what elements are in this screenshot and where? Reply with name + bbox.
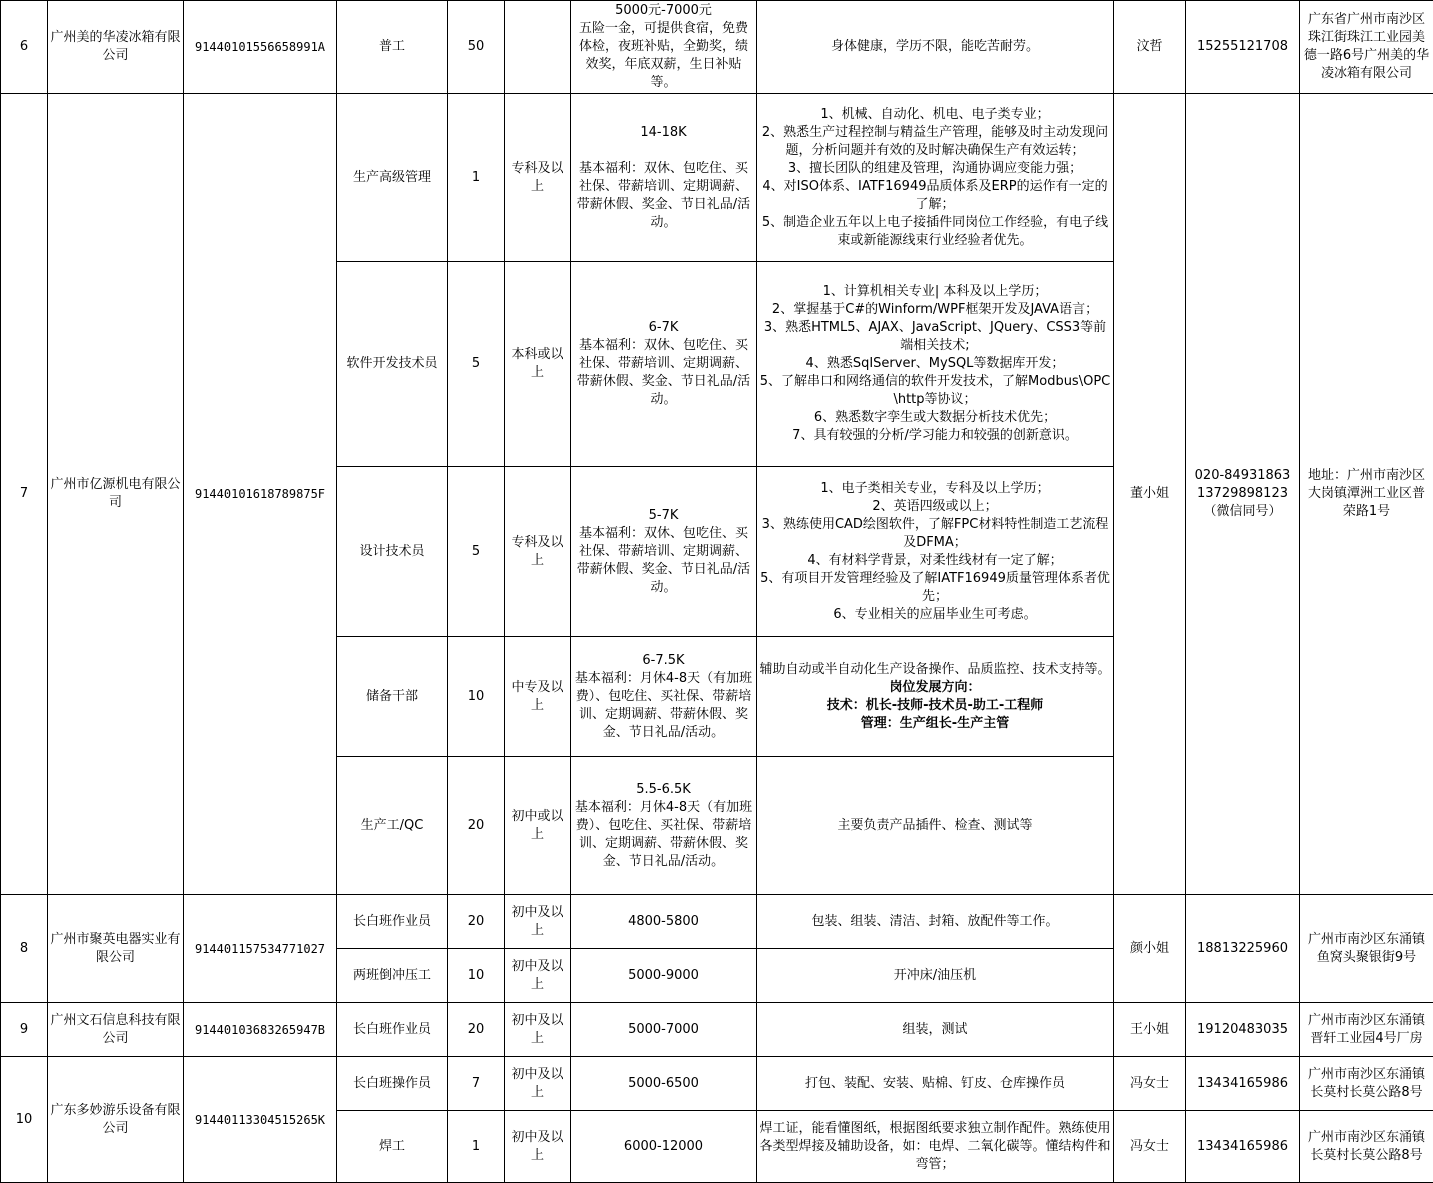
job-requirements: 主要负责产品插件、检查、测试等	[757, 757, 1114, 895]
contact-person: 冯女士	[1114, 1057, 1186, 1111]
company-address: 广州市南沙区东涌镇长莫村长莫公路8号	[1300, 1057, 1433, 1111]
education: 初中及以上	[505, 1003, 571, 1057]
education: 初中及以上	[505, 1111, 571, 1183]
job-title: 软件开发技术员	[337, 262, 448, 467]
job-title: 生产工/QC	[337, 757, 448, 895]
credit-code: 91440103683265947B	[184, 1003, 337, 1057]
job-requirements: 1、机械、自动化、机电、电子类专业； 2、熟悉生产过程控制与精益生产管理，能够及时主动发现问题，分析问题并有效的及时解决确保生产有效运转； 3、擅长团队的组建及管理，沟通协调应变能力强； 4、对ISO体系、IATF16949品质体系及ERP的运作有一定的了解； 5、制造企业五年以上电子接插件同岗位工作经验，有电子线束或新能源线束行业经验者优先。	[757, 94, 1114, 262]
row-number: 6	[1, 1, 48, 94]
salary-benefits: 14-18K 基本福利：双休、包吃住、买社保、带薪培训、定期调薪、带薪休假、奖金、节日礼品/活动。	[571, 94, 757, 262]
contact-person: 王小姐	[1114, 1003, 1186, 1057]
education: 初中及以上	[505, 1057, 571, 1111]
table-row	[1, 895, 1433, 949]
education: 初中及以上	[505, 949, 571, 1003]
job-title: 长白班操作员	[337, 1057, 448, 1111]
company-name: 广州美的华凌冰箱有限公司	[48, 1, 184, 94]
salary-benefits: 4800-5800	[571, 895, 757, 949]
salary-benefits: 5.5-6.5K 基本福利：月休4-8天（有加班费）、包吃住、买社保、带薪培训、定期调薪、带薪休假、奖金、节日礼品/活动。	[571, 757, 757, 895]
contact-phone: 18813225960	[1186, 895, 1300, 1003]
requirements-text: 辅助自动或半自动化生产设备操作、品质监控、技术支持等。	[759, 662, 1110, 677]
education: 中专及以上	[505, 637, 571, 757]
job-title: 储备干部	[337, 637, 448, 757]
job-requirements: 身体健康，学历不限，能吃苦耐劳。	[757, 1, 1114, 94]
job-title: 设计技术员	[337, 467, 448, 637]
contact-phone: 13434165986	[1186, 1111, 1300, 1183]
job-requirements: 打包、装配、安装、贴棉、钉皮、仓库操作员	[757, 1057, 1114, 1111]
headcount: 1	[448, 94, 505, 262]
salary-benefits: 6-7.5K 基本福利：月休4-8天（有加班费）、包吃住、买社保、带薪培训、定期调薪、带薪休假、奖金、节日礼品/活动。	[571, 637, 757, 757]
headcount: 20	[448, 895, 505, 949]
table-row	[1, 1003, 1433, 1057]
salary-benefits: 5000-6500	[571, 1057, 757, 1111]
row-number: 9	[1, 1003, 48, 1057]
salary-benefits: 6-7K 基本福利：双休、包吃住、买社保、带薪培训、定期调薪、带薪休假、奖金、节日礼品/活动。	[571, 262, 757, 467]
contact-phone: 19120483035	[1186, 1003, 1300, 1057]
job-title: 两班倒冲压工	[337, 949, 448, 1003]
table-row	[1, 1, 1433, 94]
headcount: 10	[448, 637, 505, 757]
company-address: 广东省广州市南沙区珠江街珠江工业园美德一路6号广州美的华凌冰箱有限公司	[1300, 1, 1433, 94]
job-title: 生产高级管理	[337, 94, 448, 262]
education: 初中及以上	[505, 895, 571, 949]
company-name: 广东多妙游乐设备有限公司	[48, 1057, 184, 1183]
credit-code: 91440113304515265K	[184, 1057, 337, 1183]
contact-person: 汶哲	[1114, 1, 1186, 94]
table-row	[1, 94, 1433, 262]
job-requirements: 包装、组装、清洁、封箱、放配件等工作。	[757, 895, 1114, 949]
job-requirements	[757, 637, 1114, 757]
contact-phone: 13434165986	[1186, 1057, 1300, 1111]
education	[505, 1, 571, 94]
career-path-tech: 技术：机长-技师-技术员-助工-工程师	[759, 697, 1111, 715]
education: 专科及以上	[505, 94, 571, 262]
salary-benefits: 5-7K 基本福利：双休、包吃住、买社保、带薪培训、定期调薪、带薪休假、奖金、节日礼品/活动。	[571, 467, 757, 637]
job-requirements: 组装，测试	[757, 1003, 1114, 1057]
headcount: 20	[448, 757, 505, 895]
credit-code: 91440115753477102​7	[184, 895, 337, 1003]
table-row	[1, 1057, 1433, 1111]
row-number: 10	[1, 1057, 48, 1183]
headcount: 7	[448, 1057, 505, 1111]
career-path-heading: 岗位发展方向：	[759, 679, 1111, 697]
job-title: 长白班作业员	[337, 895, 448, 949]
credit-code: 91440101556658991A	[184, 1, 337, 94]
company-name: 广州市聚英电器实业有限公司	[48, 895, 184, 1003]
job-requirements: 1、计算机相关专业| 本科及以上学历； 2、掌握基于C#的Winform/WPF框架开发及JAVA语言； 3、熟悉HTML5、AJAX、JavaScript、JQuery、CSS3等前端相关技术; 4、熟悉SqIServer、MySQL等数据库开发； 5、了解串口和网络通信的软件开发技术，了解Modbus\OPC\http等协议； 6、熟悉数字孪生或大数据分析技术优先； 7、具有较强的分析/学习能力和较强的创新意识。	[757, 262, 1114, 467]
salary-benefits: 6000-12000	[571, 1111, 757, 1183]
job-requirements: 开冲床/油压机	[757, 949, 1114, 1003]
company-address: 广州市南沙区东涌镇晋轩工业园4号厂房	[1300, 1003, 1433, 1057]
contact-phone: 15255121708	[1186, 1, 1300, 94]
salary-benefits: 5000元-7000元 五险一金，可提供食宿，免费体检，夜班补贴，全勤奖，绩效奖，年底双薪，生日补贴等。	[571, 1, 757, 94]
company-name: 广州市亿源机电有限公司	[48, 94, 184, 895]
job-title: 普工	[337, 1, 448, 94]
job-requirements: 焊工证，能看懂图纸，根据图纸要求独立制作配件。熟练使用各类型焊接及辅助设备，如：电焊、二氧化碳等。懂结构件和弯管；	[757, 1111, 1114, 1183]
job-title: 焊工	[337, 1111, 448, 1183]
headcount: 5	[448, 467, 505, 637]
headcount: 50	[448, 1, 505, 94]
job-title: 长白班作业员	[337, 1003, 448, 1057]
row-number: 8	[1, 895, 48, 1003]
company-address: 广州市南沙区东涌镇长莫村长莫公路8号	[1300, 1111, 1433, 1183]
headcount: 20	[448, 1003, 505, 1057]
contact-person: 董小姐	[1114, 94, 1186, 895]
contact-phone: 020-84931863 13729898123 （微信同号）	[1186, 94, 1300, 895]
contact-person: 颜小姐	[1114, 895, 1186, 1003]
education: 初中或以上	[505, 757, 571, 895]
credit-code: 91440101618789875F	[184, 94, 337, 895]
headcount: 5	[448, 262, 505, 467]
salary-benefits: 5000-9000	[571, 949, 757, 1003]
education: 本科或以上	[505, 262, 571, 467]
company-name: 广州文石信息科技有限公司	[48, 1003, 184, 1057]
headcount: 10	[448, 949, 505, 1003]
career-path-management: 管理：生产组长-生产主管	[759, 715, 1111, 733]
job-requirements: 1、电子类相关专业，专科及以上学历； 2、英语四级或以上； 3、熟练使用CAD绘图软件，了解FPC材料特性制造工艺流程及DFMA； 4、有材料学背景，对柔性线材有一定了解； 5、有项目开发管理经验及了解IATF16949质量管理体系者优先； 6、专业相关的应届毕业生可考虑。	[757, 467, 1114, 637]
company-address: 广州市南沙区东涌镇鱼窝头聚银街9号	[1300, 895, 1433, 1003]
row-number: 7	[1, 94, 48, 895]
salary-benefits: 5000-7000	[571, 1003, 757, 1057]
company-address: 地址：广州市南沙区大岗镇潭洲工业区普荣路1号	[1300, 94, 1433, 895]
headcount: 1	[448, 1111, 505, 1183]
education: 专科及以上	[505, 467, 571, 637]
contact-person: 冯女士	[1114, 1111, 1186, 1183]
